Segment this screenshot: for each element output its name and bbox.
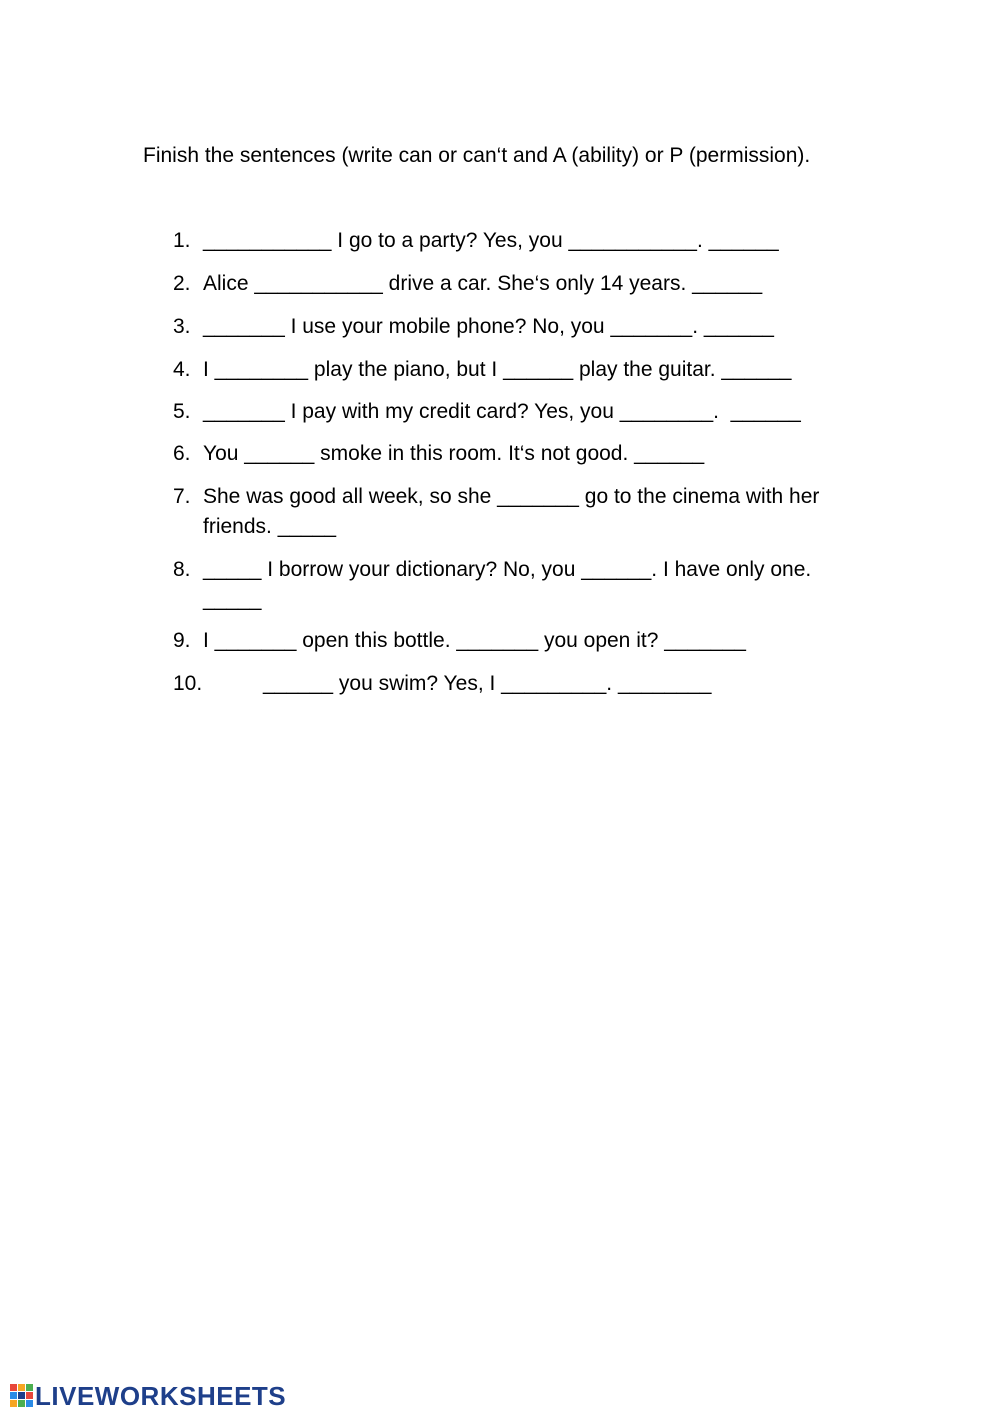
item-number: 1. — [173, 229, 191, 252]
item-text: ______ you swim? Yes, I _________. ________ — [263, 672, 712, 695]
item-text: I ________ play the piano, but I ______ play the guitar. ______ — [203, 358, 792, 381]
item-text: I _______ open this bottle. _______ you open it? _______ — [203, 629, 746, 652]
item-text: She was good all week, so she _______ go to the cinema with her — [203, 485, 820, 508]
item-number: 5. — [173, 400, 191, 423]
item-text: ___________ I go to a party? Yes, you ___________. ______ — [203, 229, 779, 252]
item-number: 9. — [173, 629, 191, 652]
item-text-continuation: friends. _____ — [203, 515, 337, 538]
item-text: _____ I borrow your dictionary? No, you ______. I have only one. — [203, 558, 812, 581]
item-text: _______ I pay with my credit card? Yes, you ________. ______ — [203, 400, 801, 423]
item-number: 3. — [173, 315, 191, 338]
item-text: Alice ___________ drive a car. She‘s only 14 years. ______ — [203, 272, 763, 295]
liveworksheets-logo-icon — [10, 1384, 33, 1408]
item-number: 7. — [173, 485, 191, 508]
item-number: 8. — [173, 558, 191, 581]
logo-text: LIVEWORKSHEETS — [35, 1380, 287, 1411]
item-number: 4. — [173, 358, 191, 381]
instruction-text: Finish the sentences (write can or can‘t and A (ability) or P (permission). — [143, 144, 811, 167]
item-number: 6. — [173, 442, 191, 465]
item-text: _______ I use your mobile phone? No, you _______. ______ — [203, 315, 774, 338]
liveworksheets-logo[interactable] — [10, 1380, 286, 1412]
item-number: 10. — [173, 672, 203, 695]
item-number: 2. — [173, 272, 191, 295]
item-text: You ______ smoke in this room. It‘s not good. ______ — [203, 442, 705, 465]
item-text-continuation: _____ — [203, 588, 262, 611]
